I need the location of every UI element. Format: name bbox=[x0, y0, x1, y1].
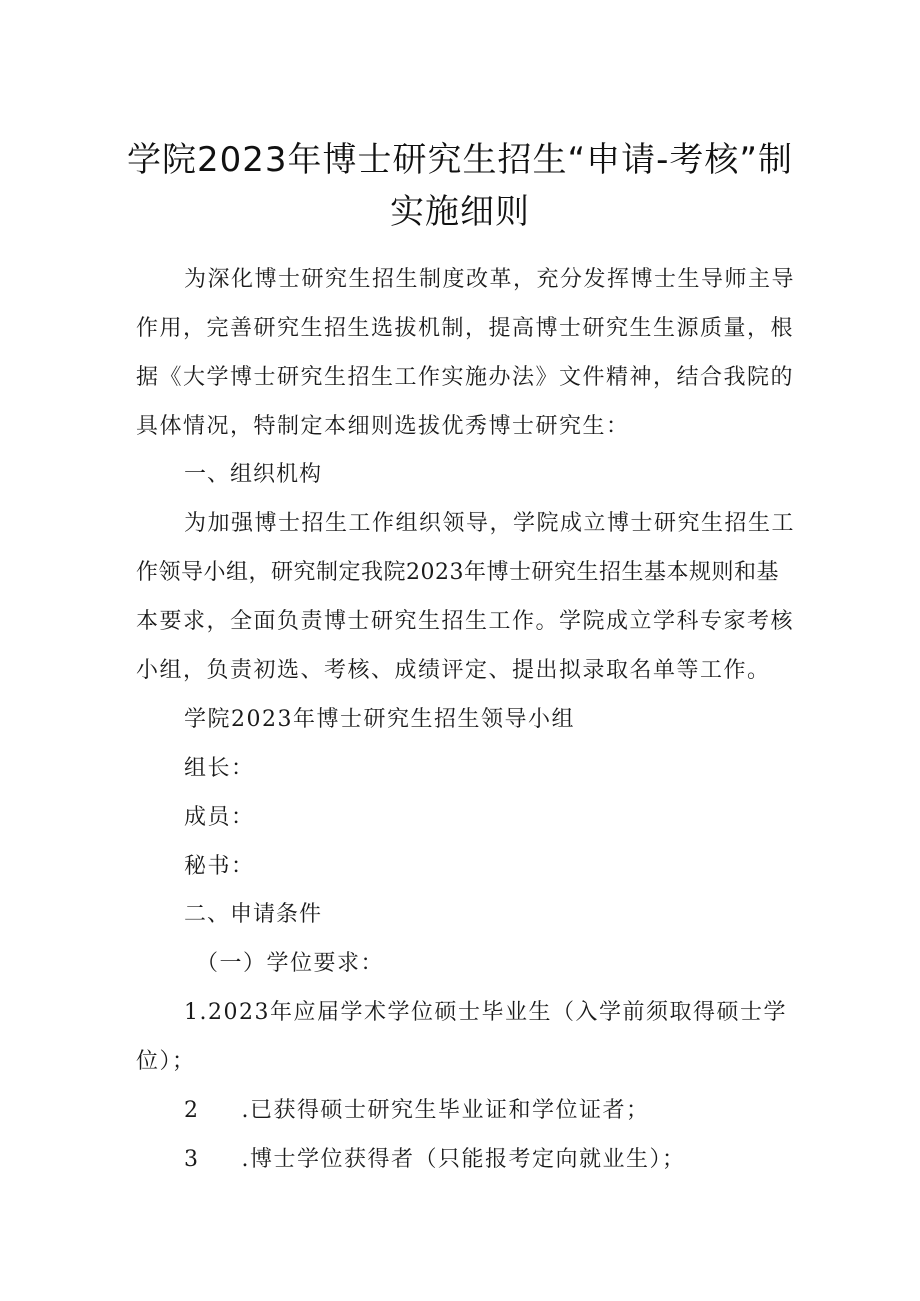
intro-line-2: 作用，完善研究生招生选拔机制，提高博士研究生生源质量，根 bbox=[136, 316, 795, 341]
intro-line-4: 具体情况，特制定本细则选拔优秀博士研究生： bbox=[136, 414, 630, 439]
document-title-line2: 实施细则 bbox=[390, 192, 530, 232]
requirement-item-2-number: 2 bbox=[184, 1098, 200, 1123]
degree-requirement-subheading: （一）学位要求： bbox=[196, 951, 385, 976]
requirement-item-2 bbox=[184, 1096, 844, 1126]
members-label: 成员： bbox=[184, 805, 255, 830]
intro-line-3: 据《大学博士研究生招生工作实施办法》文件精神，结合我院的 bbox=[136, 365, 795, 390]
section1-body-line-3: 本要求，全面负责博士研究生招生工作。学院成立学科专家考核 bbox=[136, 609, 795, 634]
section1-body-line-1: 为加强博士招生工作组织领导，学院成立博士研究生招生工 bbox=[184, 511, 796, 536]
section1-body-line-2: 作领导小组，研究制定我院2023年博士研究生招生基本规则和基 bbox=[136, 560, 779, 585]
requirement-item-1-line-1: 1.2023年应届学术学位硕士毕业生（入学前须取得硕士学 bbox=[184, 1000, 787, 1025]
requirement-item-3-text: .博士学位获得者（只能报考定向就业生）； bbox=[241, 1147, 686, 1172]
requirement-item-1-line-2: 位）； bbox=[136, 1049, 196, 1074]
requirement-item-3 bbox=[184, 1145, 844, 1175]
secretary-label: 秘书： bbox=[184, 854, 255, 879]
leader-label: 组长： bbox=[184, 756, 255, 781]
requirement-item-3-number: 3 bbox=[184, 1147, 200, 1172]
section1-heading: 一、组织机构 bbox=[184, 462, 323, 487]
document-title-line1: 学院2023年博士研究生招生“申请-考核”制 bbox=[126, 140, 794, 180]
section2-heading: 二、申请条件 bbox=[184, 902, 323, 927]
section1-body-line-4: 小组，负责初选、考核、成绩评定、提出拟录取名单等工作。 bbox=[136, 658, 771, 683]
leading-group-title: 学院2023年博士研究生招生领导小组 bbox=[184, 707, 575, 732]
requirement-item-2-text: .已获得硕士研究生毕业证和学位证者； bbox=[241, 1098, 650, 1123]
intro-line-1: 为深化博士研究生招生制度改革，充分发挥博士生导师主导 bbox=[184, 267, 796, 292]
